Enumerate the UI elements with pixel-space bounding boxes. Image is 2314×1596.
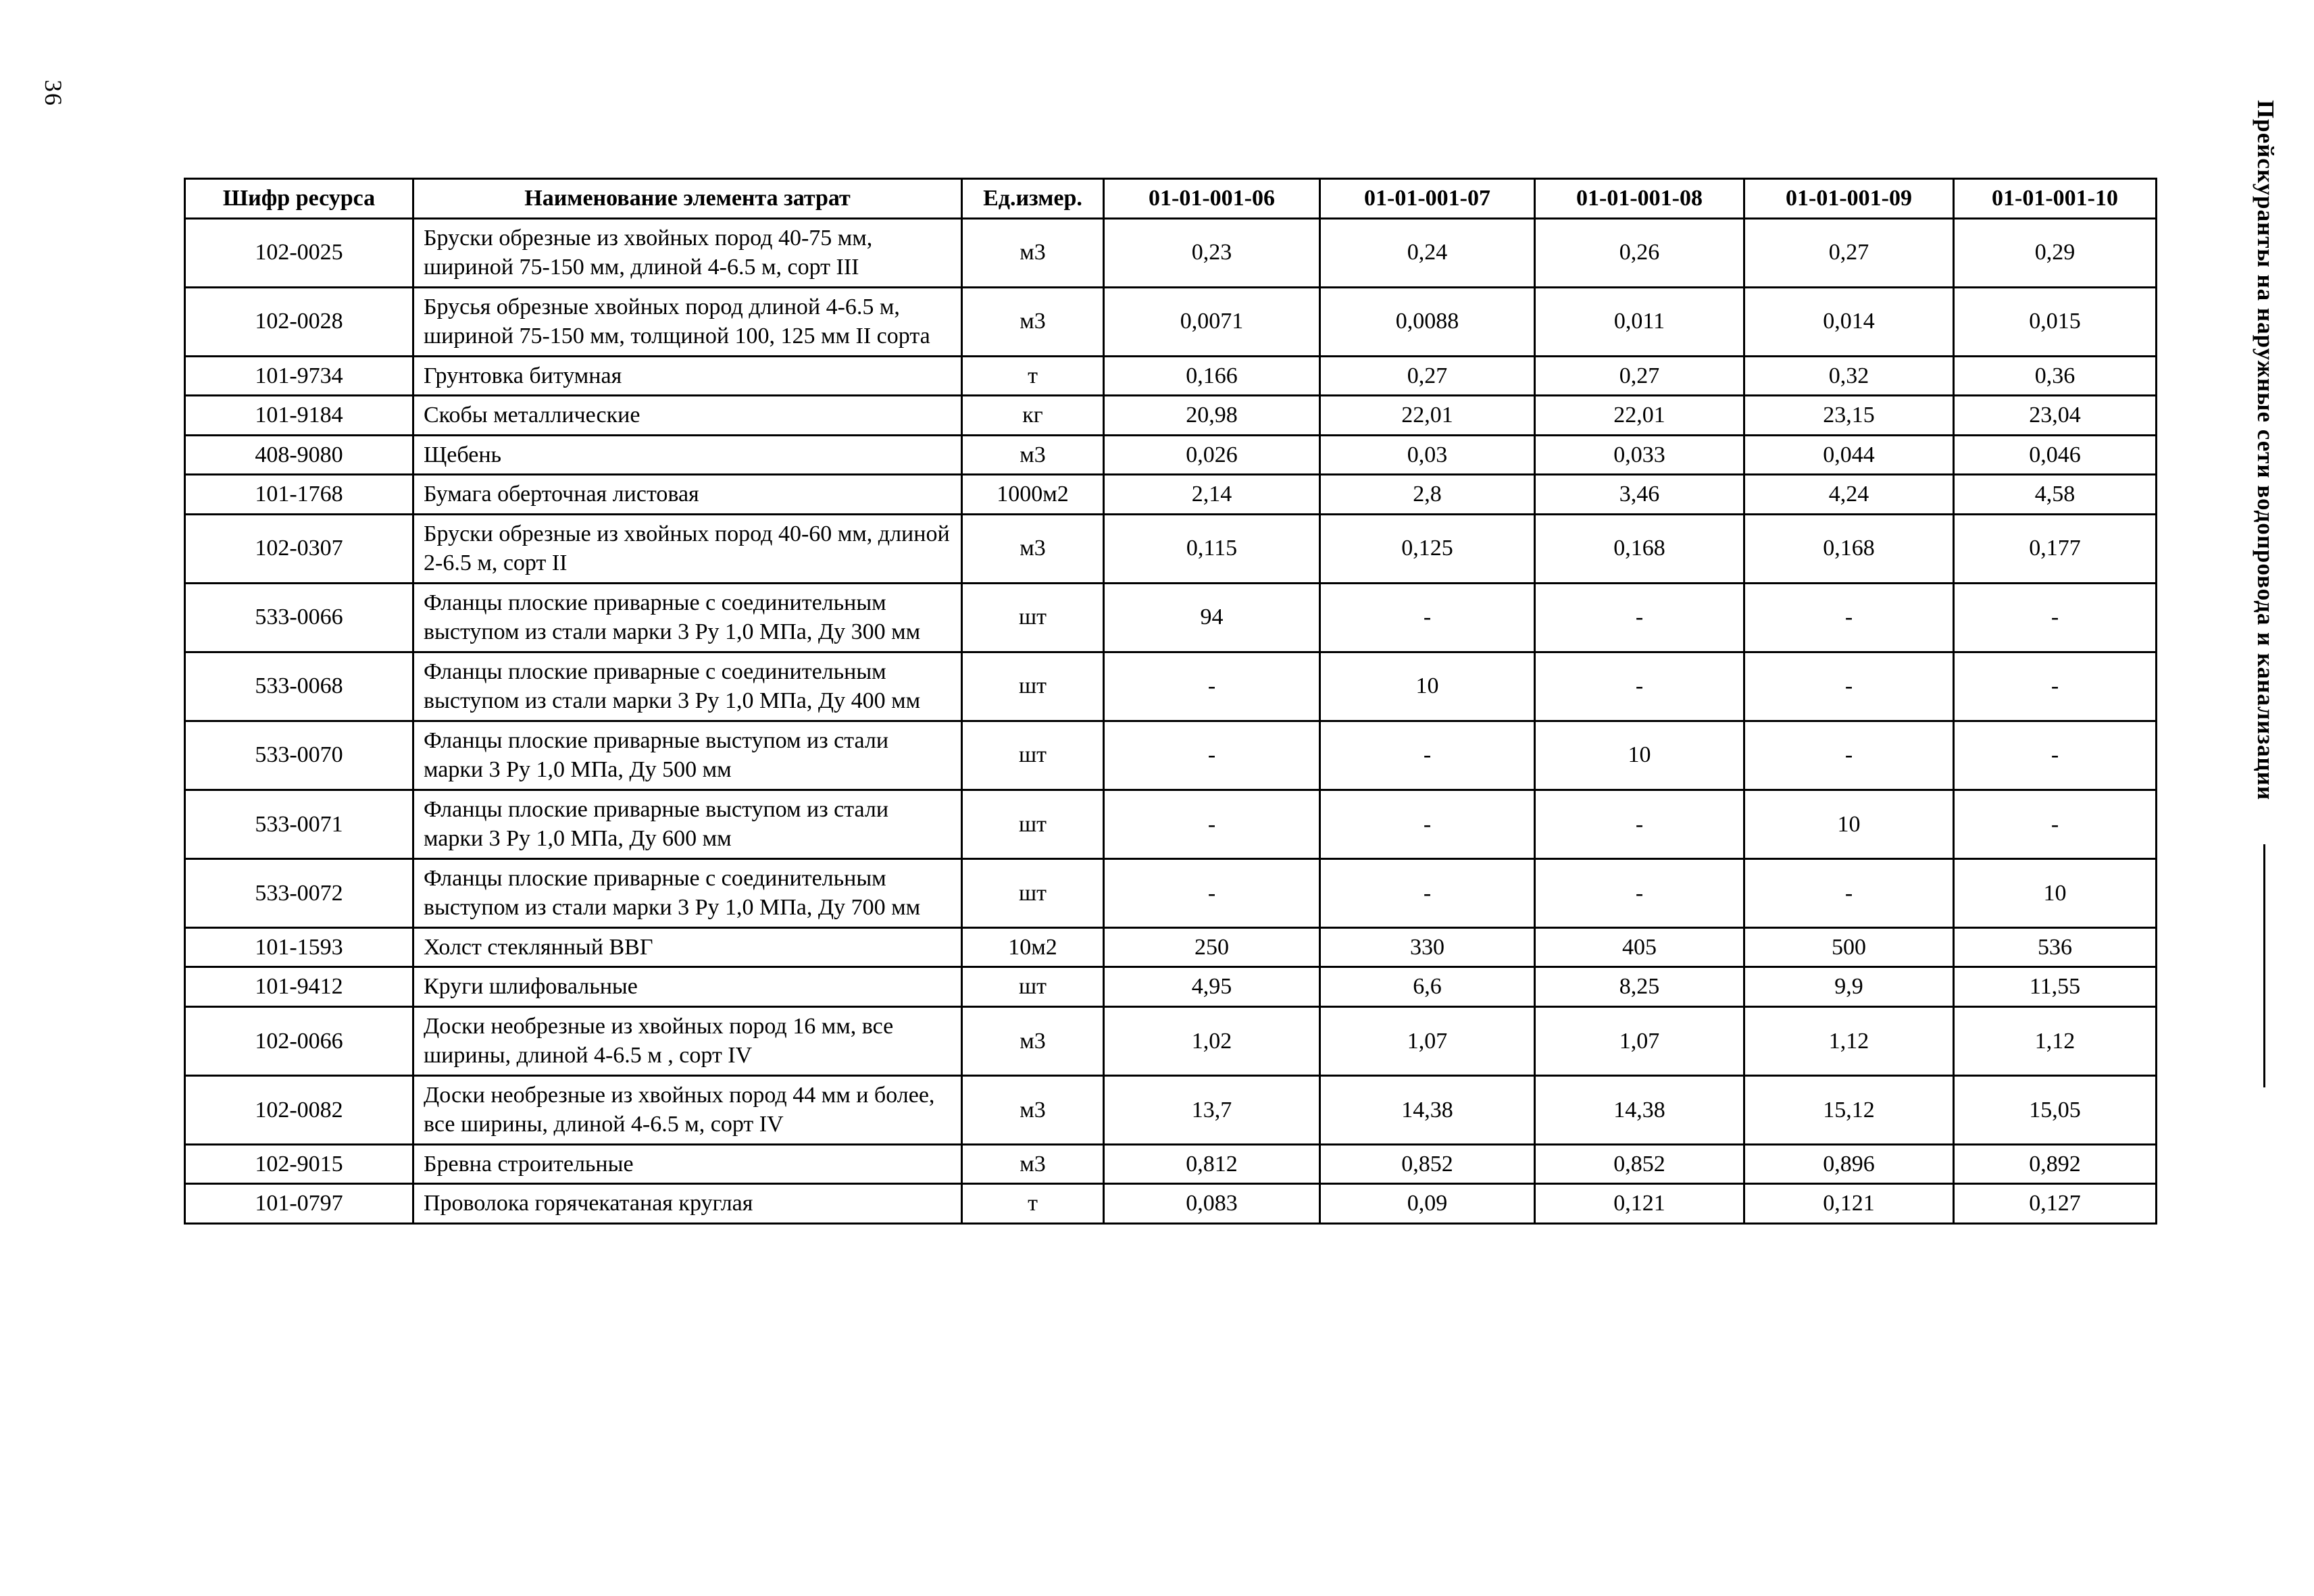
cell-resource-code: 101-9184 — [185, 396, 413, 436]
cell-value: 10 — [1954, 858, 2157, 927]
cell-unit: 1000м2 — [962, 475, 1104, 515]
table-row — [185, 287, 2157, 356]
cell-value: 0,121 — [1535, 1184, 1744, 1224]
table-row — [185, 396, 2157, 436]
cell-resource-code: 102-0025 — [185, 218, 413, 287]
table-row — [185, 721, 2157, 790]
cell-value: 500 — [1744, 927, 1954, 967]
cell-element-name: Фланцы плоские приварные с соединительным выступом из стали марки 3 Ру 1,0 МПа, Ду 700 мм — [413, 858, 962, 927]
cell-value: - — [1954, 721, 2157, 790]
cell-value: 9,9 — [1744, 967, 1954, 1007]
cell-value: 1,07 — [1535, 1006, 1744, 1075]
cell-unit: м3 — [962, 218, 1104, 287]
table-row — [185, 1184, 2157, 1224]
table-row — [185, 858, 2157, 927]
column-header-1: Наименование элемента затрат — [413, 179, 962, 219]
table-header — [185, 179, 2157, 219]
cell-unit: 10м2 — [962, 927, 1104, 967]
cell-element-name: Фланцы плоские приварные с соединительным выступом из стали марки 3 Ру 1,0 МПа, Ду 300 мм — [413, 583, 962, 652]
cell-element-name: Бруски обрезные из хвойных пород 40-60 мм, длиной 2-6.5 м, сорт II — [413, 514, 962, 583]
cell-value: 1,02 — [1104, 1006, 1320, 1075]
cell-element-name: Доски необрезные из хвойных пород 16 мм, все ширины, длиной 4-6.5 м , сорт IV — [413, 1006, 962, 1075]
cell-value: - — [1104, 721, 1320, 790]
cell-value: - — [1535, 652, 1744, 721]
cell-value: 0,115 — [1104, 514, 1320, 583]
page-number: 36 — [40, 80, 67, 107]
cell-value: 14,38 — [1320, 1075, 1535, 1144]
cell-element-name: Доски необрезные из хвойных пород 44 мм и более, все ширины, длиной 4-6.5 м, сорт IV — [413, 1075, 962, 1144]
column-header-7: 01-01-001-10 — [1954, 179, 2157, 219]
cell-value: 0,083 — [1104, 1184, 1320, 1224]
table-row — [185, 356, 2157, 396]
cell-value: 6,6 — [1320, 967, 1535, 1007]
cell-value: 14,38 — [1535, 1075, 1744, 1144]
table-row — [185, 1006, 2157, 1075]
cell-value: 4,58 — [1954, 475, 2157, 515]
cell-unit: м3 — [962, 435, 1104, 475]
cell-value: 405 — [1535, 927, 1744, 967]
cell-value: 0,011 — [1535, 287, 1744, 356]
cell-element-name: Бумага оберточная листовая — [413, 475, 962, 515]
cell-resource-code: 102-9015 — [185, 1144, 413, 1184]
cell-value: 0,852 — [1320, 1144, 1535, 1184]
cell-element-name: Круги шлифовальные — [413, 967, 962, 1007]
cell-resource-code: 533-0071 — [185, 790, 413, 858]
cell-value: 536 — [1954, 927, 2157, 967]
cell-value: 0,09 — [1320, 1184, 1535, 1224]
cell-value: 0,046 — [1954, 435, 2157, 475]
table-row — [185, 652, 2157, 721]
cell-value: 94 — [1104, 583, 1320, 652]
cell-resource-code: 101-0797 — [185, 1184, 413, 1224]
cell-value: 22,01 — [1320, 396, 1535, 436]
column-header-6: 01-01-001-09 — [1744, 179, 1954, 219]
cell-resource-code: 533-0070 — [185, 721, 413, 790]
cell-resource-code: 101-1593 — [185, 927, 413, 967]
cell-value: 4,95 — [1104, 967, 1320, 1007]
cell-unit: шт — [962, 967, 1104, 1007]
cell-value: 0,03 — [1320, 435, 1535, 475]
cell-value: 15,05 — [1954, 1075, 2157, 1144]
cell-value: 0,0088 — [1320, 287, 1535, 356]
cell-value: 0,033 — [1535, 435, 1744, 475]
cell-unit: м3 — [962, 1075, 1104, 1144]
header-row — [185, 179, 2157, 219]
cell-element-name: Холст стеклянный ВВГ — [413, 927, 962, 967]
cell-value: 11,55 — [1954, 967, 2157, 1007]
table-row — [185, 927, 2157, 967]
cell-unit: м3 — [962, 1006, 1104, 1075]
cell-resource-code: 408-9080 — [185, 435, 413, 475]
cell-value: 0,0071 — [1104, 287, 1320, 356]
column-header-3: 01-01-001-06 — [1104, 179, 1320, 219]
cell-value: - — [1535, 583, 1744, 652]
cell-element-name: Скобы металлические — [413, 396, 962, 436]
table-row — [185, 1075, 2157, 1144]
cell-unit: шт — [962, 721, 1104, 790]
cell-value: 0,177 — [1954, 514, 2157, 583]
cell-value: 3,46 — [1535, 475, 1744, 515]
cell-unit: т — [962, 356, 1104, 396]
cell-value: 0,166 — [1104, 356, 1320, 396]
cell-value: 2,8 — [1320, 475, 1535, 515]
cell-value: 0,27 — [1744, 218, 1954, 287]
cell-value: 23,04 — [1954, 396, 2157, 436]
table-row — [185, 967, 2157, 1007]
table-body — [185, 218, 2157, 1223]
cell-value: - — [1954, 790, 2157, 858]
cell-resource-code: 101-9734 — [185, 356, 413, 396]
table-row — [185, 475, 2157, 515]
cell-value: 2,14 — [1104, 475, 1320, 515]
cell-value: - — [1535, 790, 1744, 858]
side-title: Прейскуранты на наружные сети водопровода и канализации — [2253, 100, 2279, 800]
cell-resource-code: 102-0307 — [185, 514, 413, 583]
cell-unit: м3 — [962, 1144, 1104, 1184]
cell-value: 23,15 — [1744, 396, 1954, 436]
cell-unit: м3 — [962, 514, 1104, 583]
cell-value: 4,24 — [1744, 475, 1954, 515]
cell-value: 0,044 — [1744, 435, 1954, 475]
cell-value: - — [1320, 858, 1535, 927]
cell-unit: кг — [962, 396, 1104, 436]
cell-value: - — [1744, 721, 1954, 790]
cell-value: 0,121 — [1744, 1184, 1954, 1224]
cell-value: - — [1954, 652, 2157, 721]
cell-value: 330 — [1320, 927, 1535, 967]
cell-value: - — [1104, 858, 1320, 927]
column-header-5: 01-01-001-08 — [1535, 179, 1744, 219]
cell-value: - — [1744, 583, 1954, 652]
cell-value: 10 — [1320, 652, 1535, 721]
cell-value: 8,25 — [1535, 967, 1744, 1007]
cell-value: 10 — [1744, 790, 1954, 858]
cell-value: 0,32 — [1744, 356, 1954, 396]
table-row — [185, 514, 2157, 583]
cell-unit: шт — [962, 652, 1104, 721]
column-header-0: Шифр ресурса — [185, 179, 413, 219]
cell-element-name: Фланцы плоские приварные выступом из стали марки 3 Ру 1,0 МПа, Ду 500 мм — [413, 721, 962, 790]
cell-value: 0,27 — [1535, 356, 1744, 396]
cell-resource-code: 101-9412 — [185, 967, 413, 1007]
cell-value: 20,98 — [1104, 396, 1320, 436]
cell-value: - — [1954, 583, 2157, 652]
cell-value: 0,168 — [1744, 514, 1954, 583]
cell-element-name: Бруски обрезные из хвойных пород 40-75 мм, шириной 75-150 мм, длиной 4-6.5 м, сорт III — [413, 218, 962, 287]
cell-element-name: Грунтовка битумная — [413, 356, 962, 396]
cell-value: 10 — [1535, 721, 1744, 790]
column-header-2: Ед.измер. — [962, 179, 1104, 219]
column-header-4: 01-01-001-07 — [1320, 179, 1535, 219]
cell-element-name: Щебень — [413, 435, 962, 475]
side-rule — [2263, 844, 2265, 1087]
cell-value: 0,812 — [1104, 1144, 1320, 1184]
cell-unit: шт — [962, 790, 1104, 858]
cell-element-name: Фланцы плоские приварные выступом из стали марки 3 Ру 1,0 МПа, Ду 600 мм — [413, 790, 962, 858]
cell-value: 0,168 — [1535, 514, 1744, 583]
cell-resource-code: 533-0072 — [185, 858, 413, 927]
cell-value: 250 — [1104, 927, 1320, 967]
cell-element-name: Брусья обрезные хвойных пород длиной 4-6.5 м, шириной 75-150 мм, толщиной 100, 125 мм II сорта — [413, 287, 962, 356]
cell-value: 0,014 — [1744, 287, 1954, 356]
cell-value: - — [1104, 652, 1320, 721]
cell-resource-code: 533-0068 — [185, 652, 413, 721]
cell-unit: шт — [962, 583, 1104, 652]
cell-resource-code: 102-0082 — [185, 1075, 413, 1144]
cell-value: 0,23 — [1104, 218, 1320, 287]
cell-value: 0,26 — [1535, 218, 1744, 287]
cell-value: 0,892 — [1954, 1144, 2157, 1184]
cell-resource-code: 101-1768 — [185, 475, 413, 515]
cell-value: 0,125 — [1320, 514, 1535, 583]
cell-resource-code: 102-0028 — [185, 287, 413, 356]
table-row — [185, 435, 2157, 475]
cell-unit: м3 — [962, 287, 1104, 356]
cell-resource-code: 533-0066 — [185, 583, 413, 652]
cell-value: 1,07 — [1320, 1006, 1535, 1075]
cell-value: 0,026 — [1104, 435, 1320, 475]
table-row — [185, 583, 2157, 652]
cell-value: 1,12 — [1744, 1006, 1954, 1075]
cell-value: 0,27 — [1320, 356, 1535, 396]
cell-value: - — [1104, 790, 1320, 858]
cell-value: - — [1320, 790, 1535, 858]
cell-value: 13,7 — [1104, 1075, 1320, 1144]
cell-value: 0,127 — [1954, 1184, 2157, 1224]
cell-value: 0,015 — [1954, 287, 2157, 356]
cell-resource-code: 102-0066 — [185, 1006, 413, 1075]
table-row — [185, 790, 2157, 858]
cell-element-name: Фланцы плоские приварные с соединительным выступом из стали марки 3 Ру 1,0 МПа, Ду 400 мм — [413, 652, 962, 721]
cell-value: - — [1320, 583, 1535, 652]
cell-unit: т — [962, 1184, 1104, 1224]
cell-value: 15,12 — [1744, 1075, 1954, 1144]
cell-value: 0,896 — [1744, 1144, 1954, 1184]
cost-table — [184, 178, 2157, 1225]
table-row — [185, 1144, 2157, 1184]
cell-value: 0,29 — [1954, 218, 2157, 287]
cell-value: 1,12 — [1954, 1006, 2157, 1075]
cell-value: - — [1320, 721, 1535, 790]
table-row — [185, 218, 2157, 287]
cell-element-name: Бревна строительные — [413, 1144, 962, 1184]
cell-value: 0,852 — [1535, 1144, 1744, 1184]
cell-value: 0,24 — [1320, 218, 1535, 287]
cell-value: - — [1535, 858, 1744, 927]
cell-value: - — [1744, 652, 1954, 721]
cell-unit: шт — [962, 858, 1104, 927]
cell-value: 0,36 — [1954, 356, 2157, 396]
cell-value: 22,01 — [1535, 396, 1744, 436]
cell-value: - — [1744, 858, 1954, 927]
cell-element-name: Проволока горячекатаная круглая — [413, 1184, 962, 1224]
